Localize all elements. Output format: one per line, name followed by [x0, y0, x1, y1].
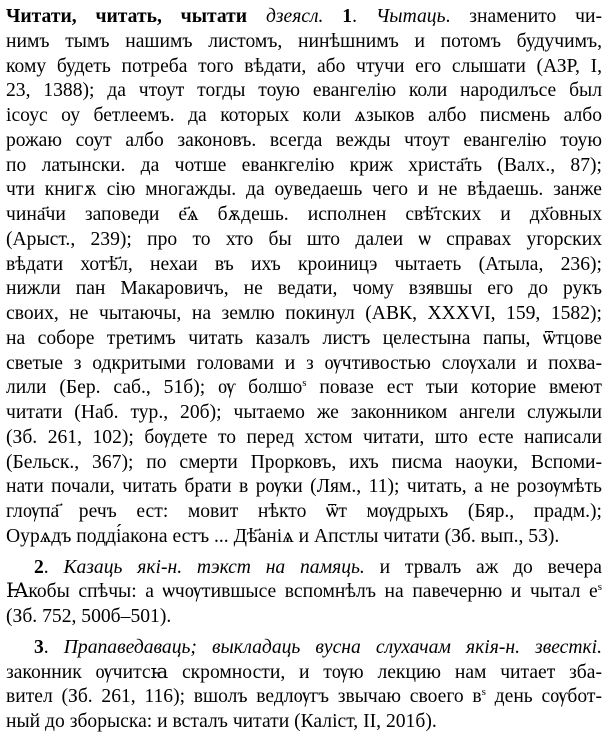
text-line: [6, 327, 602, 352]
text-line: [6, 203, 602, 228]
text-run: . знаменито чи-: [445, 6, 603, 27]
text-line: [6, 475, 602, 500]
text-run: рожаю соут албо законовъ. всегда вежды чтоут евангелію тоую: [6, 129, 602, 151]
text-run: глѹпа҃ речъ ест: мовит нѣкто ѿт мѹдрыхъ (Бяр., прадм.);: [6, 501, 602, 522]
text-line: [6, 253, 602, 278]
bold-text: 1: [342, 6, 353, 27]
italic-text: Казаць які-н. тэкст на памяць.: [63, 556, 365, 578]
text-line: [6, 525, 602, 550]
text-run: законник ѹчитсꙗ скромности, и тѹю лекцию нам читает зба-: [6, 661, 602, 683]
text-line: [6, 55, 602, 80]
dictionary-page: [6, 5, 602, 741]
text-run: на соборе третимъ читать казалъ листъ целестына папы, ѿтцове: [6, 327, 602, 349]
text-run: лили (Бер. саб., 51б); ѹ болшо: [6, 377, 303, 399]
text-line: [6, 451, 602, 476]
bold-text: 2: [34, 556, 44, 578]
text-run: повазе ест тыи которие вмеют: [306, 377, 602, 399]
text-line: [6, 710, 602, 735]
text-run: ный до зборыска: и всталъ читати (Каліст, II, 201б).: [6, 711, 437, 732]
text-run: чти книгѫ сію многажды. да оуведаешь чего и не вѣдаешь. занже: [6, 179, 602, 201]
text-line: [6, 426, 602, 451]
text-run: кому будеть потреба того вѣдати, або чтучи его слышати (АЗР, І,: [6, 55, 602, 77]
text-run: [323, 6, 342, 27]
text-run: нижли пан Макаровичъ, не ведати, чому взявшы его до рукъ: [6, 278, 602, 300]
text-run: Ꙗкобы спѣчы: а ѡчѹтившысе вспомнѣлъ на павечерню и чытал е: [6, 581, 598, 603]
superscript: s: [302, 377, 307, 390]
text-run: вѣдати хотѣ҃л, нехаи въ ихъ кроиницэ чытаеть (Атыла, 236);: [6, 253, 602, 275]
bold-text: 3: [34, 636, 44, 658]
text-run: день сѹбот-: [485, 686, 602, 708]
text-run: (Арыст., 239); про то хто бы што далеи ѡ справах угорских: [6, 228, 602, 250]
text-line: [6, 104, 602, 129]
text-run: (Зб. 261, 102); бѹдете то перед хстом читати, што есте написали: [6, 426, 602, 448]
text-run: читати (Наб. тур., 20б); чытаемо же законником ангели служыли: [6, 402, 602, 423]
text-run: и трвалъ аж до вечера: [364, 556, 603, 578]
text-line: [6, 79, 602, 104]
text-line: [6, 605, 602, 630]
text-run: ісоус оу бетлеемъ. да которых коли ѧзыков албо писмень албо: [6, 105, 602, 126]
text-line: [6, 277, 602, 302]
italic-text: дзеясл.: [265, 6, 324, 27]
text-run: .: [43, 636, 64, 658]
dictionary-entry-sense-2: [6, 556, 602, 630]
text-run: [247, 6, 266, 27]
text-run: вител (Зб. 261, 116); вшолъ ведлѹгъ звычаю своего в: [6, 686, 482, 708]
text-run: (Бельск., 367); по смерти Прорковъ, ихъ писма наоуки, Вспоми-: [6, 451, 602, 473]
text-line: [6, 580, 602, 605]
text-line: [6, 376, 602, 401]
text-line: [6, 228, 602, 253]
text-line: [6, 30, 602, 55]
dictionary-entry-sense-1: [6, 5, 602, 550]
text-line: [6, 129, 602, 154]
text-run: светые з одкритыми головами и з ѹчтивостью слѹхали и похва-: [6, 352, 602, 374]
text-run: чина҃чи заповеди е҃ѧ бѫдешь. исполнен свѣ҃тских и дх҃овных: [6, 204, 602, 225]
italic-text: Чытаць: [375, 6, 446, 27]
text-line: [6, 352, 602, 377]
superscript: s: [597, 581, 602, 594]
text-run: нати почали, читать брати в рѹки (Лям., 11); читать, а не розѹмѣть: [6, 476, 602, 498]
text-run: Оурѧдъ подді́акона естъ ... Дѣ҃аніѧ и Апстлы читати (Зб. вып., 53).: [6, 525, 560, 547]
text-line: [6, 636, 602, 661]
text-run: 23, 1388); да чтоут тогды тоую евангелію коли народилъсе был: [6, 80, 602, 102]
text-line: [6, 401, 602, 426]
text-line: [6, 302, 602, 327]
dictionary-entry-sense-3: [6, 636, 602, 735]
text-run: .: [43, 556, 64, 578]
text-line: [6, 500, 602, 525]
italic-text: Прапаведаваць; выкладаць вусна слухачам якія-н. звесткі.: [63, 636, 602, 658]
superscript: s: [481, 686, 486, 699]
text-line: [6, 685, 602, 710]
text-run: .: [352, 6, 376, 27]
text-run: своих, не чытаючы, на землю покинул (АВК, XXXVI, 159, 1582);: [6, 303, 602, 324]
text-line: [6, 154, 602, 179]
text-line: [6, 5, 602, 30]
text-line: [6, 178, 602, 203]
text-run: (Зб. 752, 500б–501).: [6, 606, 172, 627]
text-run: нимъ тымъ нашимъ листомъ, нинѣшнимъ и потомъ будучимъ,: [6, 30, 602, 52]
text-line: [6, 661, 602, 686]
bold-text: Читати, читать, чытати: [6, 6, 248, 27]
text-line: [6, 556, 602, 581]
text-run: по латынски. да чотше еванкгелію криж христа҃ть (Валх., 87);: [6, 154, 602, 176]
